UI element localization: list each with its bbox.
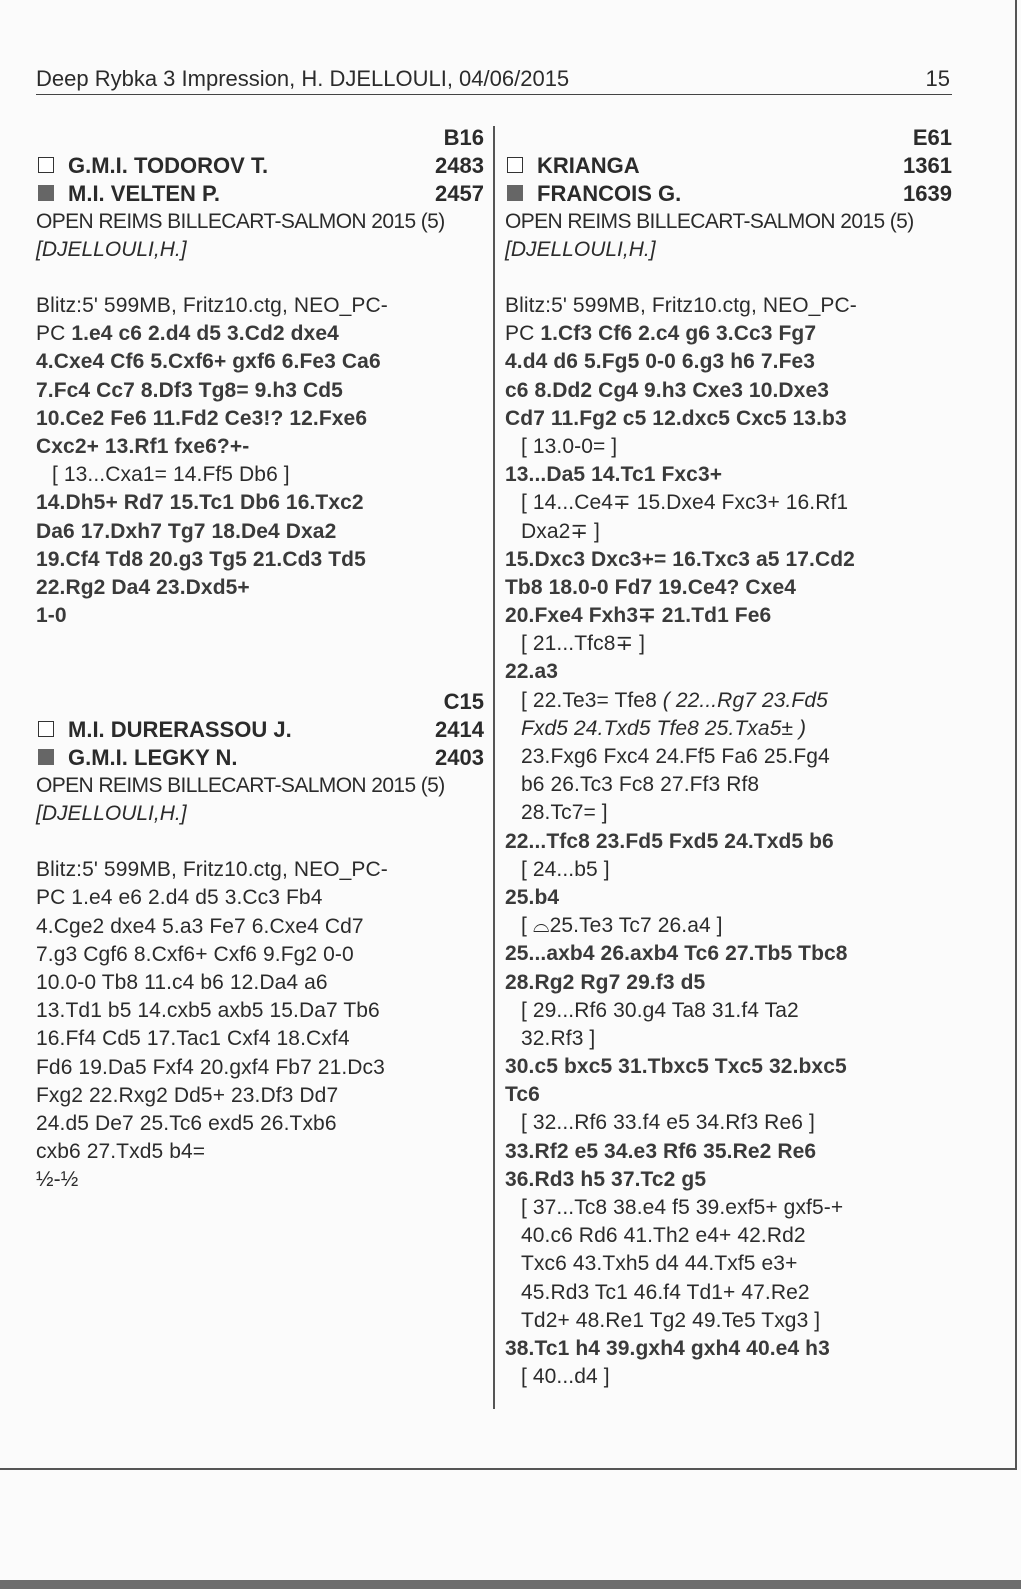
move-text: Cxc2+ 13.Rf1 fxe6?+-	[36, 434, 250, 458]
move-text: Fxg2 22.Rxg2 Dd5+ 23.Df3 Dd7	[36, 1083, 339, 1107]
black-player-name: M.I. VELTEN P.	[68, 181, 220, 206]
white-player	[36, 716, 484, 744]
move-text: 24.d5 De7 25.Tc6 exd5 26.Txb6	[36, 1111, 337, 1135]
move-text: [ 13...Cxa1= 14.Ff5 Db6 ]	[52, 463, 290, 487]
variation-line	[505, 912, 952, 940]
move-line	[36, 941, 484, 969]
move-line	[36, 377, 484, 405]
move-text: 4.d4 d6 5.Fg5 0-0 6.g3 h6 7.Fe3	[505, 350, 816, 374]
move-text: 1-0	[36, 604, 67, 628]
variation-line	[505, 1279, 952, 1307]
white-player-name: M.I. DURERASSOU J.	[68, 717, 292, 743]
move-line	[36, 884, 484, 912]
move-line	[505, 884, 952, 912]
move-text: Blitz:5' 599MB, Fritz10.ctg, NEO_PC-	[505, 294, 857, 317]
variation-line	[505, 799, 952, 827]
move-text: Tb8 18.0-0 Fd7 19.Ce4? Cxe4	[505, 575, 796, 599]
move-text: 10.0-0 Tb8 11.c4 b6 12.Da4 a6	[36, 971, 328, 994]
black-player-elo: 2457	[435, 181, 484, 206]
white-player-elo: 1361	[903, 153, 952, 178]
move-text: 36.Rd3 h5 37.Tc2 g5	[505, 1167, 707, 1191]
column-divider	[493, 126, 495, 1409]
variation-line	[505, 1363, 952, 1391]
black-square-icon	[38, 749, 54, 765]
move-text: b6 26.Tc3 Fc8 27.Ff3 Rf8	[521, 773, 760, 797]
annotator: [DJELLOULI,H.]	[36, 802, 187, 826]
move-line	[36, 602, 484, 630]
variation-line	[505, 1250, 952, 1278]
move-text: 13...Da5 14.Tc1 Fxc3+	[505, 463, 723, 487]
variation-line	[505, 630, 952, 658]
eco-code: B16	[443, 125, 484, 150]
variation-line	[36, 461, 484, 489]
move-text: [ 21...Tfc8∓ ]	[521, 632, 646, 656]
white-player-elo: 2483	[435, 153, 484, 178]
variation-line	[505, 743, 952, 771]
move-line	[36, 292, 484, 320]
move-text: 22...Tfc8 23.Fd5 Fxd5 24.Txd5 b6	[505, 829, 834, 853]
move-line	[36, 1138, 484, 1166]
move-text: ( 22...Rg7 23.Fd5	[662, 688, 828, 712]
move-text: Fxd5 24.Txd5 Tfe8 25.Txa5± )	[521, 716, 807, 740]
black-player-elo: 1639	[903, 181, 952, 206]
move-text: 28.Rg2 Rg7 29.f3 d5	[505, 970, 706, 994]
move-text: 1.Cf3 Cf6 2.c4 g6 3.Cc3 Fg7	[540, 322, 817, 346]
white-player	[505, 152, 952, 180]
move-line	[505, 320, 952, 348]
black-player-elo: 2403	[435, 745, 484, 771]
page-edge-right	[1015, 0, 1017, 1470]
move-text: Blitz:5' 599MB, Fritz10.ctg, NEO_PC-	[36, 858, 388, 882]
move-line	[36, 997, 484, 1025]
move-text: 38.Tc1 h4 39.gxh4 gxh4 40.e4 h3	[505, 1336, 830, 1360]
black-player-name: G.M.I. LEGKY N.	[68, 745, 238, 771]
variation-line	[505, 997, 952, 1025]
variation-line	[505, 715, 952, 743]
move-line	[36, 1166, 484, 1194]
move-text: 19.Cf4 Td8 20.g3 Tg5 21.Cd3 Td5	[36, 547, 366, 571]
scan-bottom-edge	[0, 1580, 1021, 1589]
move-line	[505, 602, 952, 630]
move-line	[505, 658, 952, 686]
event-name: OPEN REIMS BILLECART-SALMON 2015 (5)	[36, 774, 445, 798]
move-text: 25...axb4 26.axb4 Tc6 27.Tb5 Tbc8	[505, 942, 848, 966]
game-block	[36, 124, 484, 630]
move-line	[505, 461, 952, 489]
move-text: PC 1.e4 e6 2.d4 d5 3.Cc3 Fb4	[36, 886, 323, 910]
move-text: [ 14...Ce4∓ 15.Dxe4 Fxc3+ 16.Rf1	[521, 491, 849, 515]
move-text: 10.Ce2 Fe6 11.Fd2 Ce3!? 12.Fxe6	[36, 406, 368, 430]
move-text: [ ⌓25.Te3 Tc7 26.a4 ]	[521, 914, 723, 938]
move-text: 16.Ff4 Cd5 17.Tac1 Cxf4 18.Cxf4	[36, 1027, 350, 1051]
variation-line	[505, 1307, 952, 1335]
move-text: Da6 17.Dxh7 Tg7 18.De4 Dxa2	[36, 519, 337, 543]
left-column	[36, 124, 484, 1195]
move-text: 4.Cxe4 Cf6 5.Cxf6+ gxf6 6.Fe3 Ca6	[36, 350, 381, 374]
move-text: 25.b4	[505, 885, 560, 909]
move-text: 14.Dh5+ Rd7 15.Tc1 Db6 16.Txc2	[36, 491, 364, 515]
move-text: Txc6 43.Txh5 d4 44.Txf5 e3+	[521, 1252, 798, 1276]
move-text: [ 40...d4 ]	[521, 1365, 610, 1389]
variation-line	[505, 771, 952, 799]
white-square-icon	[38, 721, 54, 737]
move-text: Cd7 11.Fg2 c5 12.dxc5 Cxc5 13.b3	[505, 406, 847, 430]
move-line	[36, 1082, 484, 1110]
move-line	[36, 1110, 484, 1138]
move-line	[505, 1335, 952, 1363]
move-line	[505, 940, 952, 968]
variation-line	[505, 433, 952, 461]
move-text: 28.Tc7= ]	[521, 801, 608, 825]
move-line	[36, 969, 484, 997]
move-text: 20.Fxe4 Fxh3∓ 21.Td1 Fe6	[505, 604, 772, 628]
move-text: PC	[36, 322, 72, 346]
variation-line	[505, 687, 952, 715]
move-text: 15.Dxc3 Dxc3+= 16.Txc3 a5 17.Cd2	[505, 547, 855, 571]
move-line	[505, 1166, 952, 1194]
move-text: [ 13.0-0= ]	[521, 434, 618, 458]
move-text: PC	[505, 322, 541, 346]
move-line	[505, 546, 952, 574]
move-line	[36, 1054, 484, 1082]
white-square-icon	[38, 157, 54, 173]
move-text: Td2+ 48.Re1 Tg2 49.Te5 Txg3 ]	[521, 1308, 821, 1332]
black-player	[36, 180, 484, 208]
move-line	[505, 828, 952, 856]
variation-line	[505, 1109, 952, 1137]
white-player-name: KRIANGA	[537, 153, 640, 178]
move-line	[505, 405, 952, 433]
event-name: OPEN REIMS BILLECART-SALMON 2015 (5)	[36, 210, 445, 233]
move-line	[36, 1025, 484, 1053]
move-line	[505, 292, 952, 320]
move-text: [ 29...Rf6 30.g4 Ta8 31.f4 Ta2	[521, 998, 799, 1022]
black-player	[36, 744, 484, 772]
move-line	[36, 856, 484, 884]
game-block	[505, 124, 952, 1391]
variation-line	[505, 1222, 952, 1250]
header-title: Deep Rybka 3 Impression, H. DJELLOULI, 04/06/2015	[36, 66, 570, 91]
game-block	[36, 688, 484, 1194]
variation-line	[505, 489, 952, 517]
white-square-icon	[507, 157, 523, 173]
page-number: 15	[925, 66, 950, 91]
move-line	[505, 1081, 952, 1109]
move-line	[36, 574, 484, 602]
spacer	[36, 264, 484, 292]
move-text: ½-½	[36, 1168, 79, 1192]
spacer	[36, 828, 484, 856]
black-square-icon	[38, 185, 54, 201]
eco-code: C15	[443, 689, 484, 715]
move-text: 30.c5 bxc5 31.Tbxc5 Txc5 32.bxc5	[505, 1055, 847, 1079]
move-line	[36, 489, 484, 517]
page-header	[36, 66, 952, 95]
move-text: 45.Rd3 Tc1 46.f4 Td1+ 47.Re2	[521, 1280, 810, 1304]
move-line	[505, 348, 952, 376]
variation-line	[505, 1194, 952, 1222]
white-player-elo: 2414	[435, 717, 484, 743]
white-player-name: G.M.I. TODOROV T.	[68, 153, 269, 178]
move-line	[36, 405, 484, 433]
black-square-icon	[507, 185, 523, 201]
variation-line	[505, 518, 952, 546]
move-text: 23.Fxg6 Fxc4 24.Ff5 Fa6 25.Fg4	[521, 745, 830, 768]
move-line	[505, 969, 952, 997]
move-text: [ 24...b5 ]	[521, 857, 610, 881]
move-line	[36, 546, 484, 574]
move-text: 22.a3	[505, 660, 559, 684]
black-player	[505, 180, 952, 208]
annotator: [DJELLOULI,H.]	[505, 238, 656, 261]
white-player	[36, 152, 484, 180]
move-text: 22.Rg2 Da4 23.Dxd5+	[36, 575, 250, 599]
move-line	[36, 518, 484, 546]
move-line	[505, 1138, 952, 1166]
move-line	[36, 433, 484, 461]
variation-line	[505, 1025, 952, 1053]
annotator: [DJELLOULI,H.]	[36, 238, 187, 261]
move-text: 4.Cge2 dxe4 5.a3 Fe7 6.Cxe4 Cd7	[36, 914, 364, 938]
move-text: 7.g3 Cgf6 8.Cxf6+ Cxf6 9.Fg2 0-0	[36, 942, 354, 966]
move-line	[36, 913, 484, 941]
move-text: 33.Rf2 e5 34.e3 Rf6 35.Re2 Re6	[505, 1139, 817, 1163]
move-line	[36, 320, 484, 348]
move-text: [ 32...Rf6 33.f4 e5 34.Rf3 Re6 ]	[521, 1111, 815, 1135]
move-text: [ 22.Te3= Tfe8	[521, 688, 663, 712]
right-column	[505, 124, 952, 1391]
move-text: cxb6 27.Txd5 b4=	[36, 1140, 206, 1164]
variation-line	[505, 856, 952, 884]
move-line	[505, 1053, 952, 1081]
move-text: 13.Td1 b5 14.cxb5 axb5 15.Da7 Tb6	[36, 999, 380, 1023]
move-text: Tc6	[505, 1083, 540, 1107]
move-text: Blitz:5' 599MB, Fritz10.ctg, NEO_PC-	[36, 294, 388, 317]
move-line	[36, 348, 484, 376]
move-text: 32.Rf3 ]	[521, 1026, 596, 1050]
move-text: [ 37...Tc8 38.e4 f5 39.exf5+ gxf5-+	[521, 1196, 844, 1219]
move-text: Dxa2∓ ]	[521, 519, 600, 543]
black-player-name: FRANCOIS G.	[537, 181, 682, 206]
page-edge-bottom	[0, 1468, 1017, 1470]
move-text: 40.c6 Rd6 41.Th2 e4+ 42.Rd2	[521, 1224, 806, 1248]
spacer	[505, 264, 952, 292]
move-text: c6 8.Dd2 Cg4 9.h3 Cxe3 10.Dxe3	[505, 378, 830, 402]
move-line	[505, 574, 952, 602]
event-name: OPEN REIMS BILLECART-SALMON 2015 (5)	[505, 210, 914, 233]
move-text: 7.Fc4 Cc7 8.Df3 Tg8= 9.h3 Cd5	[36, 378, 343, 402]
eco-code: E61	[912, 125, 952, 150]
move-line	[505, 377, 952, 405]
move-text: 1.e4 c6 2.d4 d5 3.Cd2 dxe4	[71, 322, 339, 346]
move-text: Fd6 19.Da5 Fxf4 20.gxf4 Fb7 21.Dc3	[36, 1055, 385, 1079]
